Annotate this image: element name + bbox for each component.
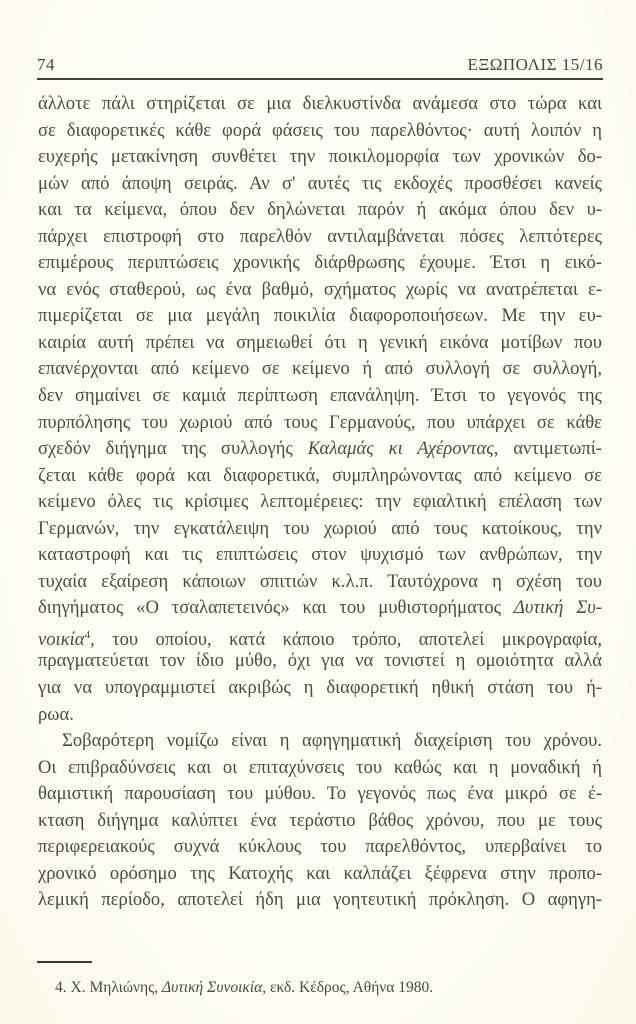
- text-run: Οι επιβραδύνσεις και οι επιταχύνσεις του καθώς και η μοναδική ή: [38, 756, 602, 778]
- body-line: [38, 648, 602, 675]
- footnote-reference: 4: [84, 628, 91, 641]
- body-line: [38, 887, 602, 914]
- body-line: [38, 808, 602, 835]
- text-run: Καλαμάς κι Αχέροντας: [307, 438, 494, 460]
- body-line: [38, 330, 602, 357]
- text-run: επιμέρους περιπτώσεις χρονικής διάρθρωσης έχουμε. Έτσι η εικό-: [38, 252, 602, 274]
- body-line: [38, 410, 602, 437]
- text-run: μών από άποψη σειράς. Αν σ' αυτές τις εκδοχές προσθέσει κανείς: [38, 172, 602, 194]
- text-run: λεμική περίοδο, αποτελεί ήδη μια γοητευτική πρόκληση. Ο αφηγη-: [38, 889, 602, 911]
- body-line: [38, 171, 602, 198]
- body-line: [38, 834, 602, 861]
- body-line: [38, 383, 602, 410]
- body-line: [38, 224, 602, 251]
- body-line: [38, 595, 602, 622]
- text-run: , αντιμετωπί-: [493, 438, 602, 460]
- body-line: [38, 303, 602, 330]
- text-run: διηγήματος «Ο τσαλαπετεινός» και του μυθιστορήματος: [38, 597, 514, 619]
- body-line: [38, 622, 602, 649]
- text-run: πυρπόλησης του χωριού από τους Γερμανούς, που υπάρχει σε κάθε: [38, 411, 602, 433]
- text-run: επανέρχονται από κείμενο σε κείμενο ή από συλλογή σε συλλογή,: [38, 358, 602, 380]
- body-line: [38, 755, 602, 782]
- journal-title: ΕΞΩΠΟΛΙΣ 15/16: [467, 55, 603, 74]
- body-line: [38, 542, 602, 569]
- body-line: [38, 436, 602, 463]
- body-line: [38, 569, 602, 596]
- body-text: [38, 91, 602, 914]
- body-line: [38, 702, 602, 729]
- text-run: Δυτική Συνοικία: [162, 979, 263, 996]
- text-run: πιμερίζεται σε μια μεγάλη ποικιλία διαφοροποιήσεων. Με την ευ-: [38, 305, 602, 327]
- body-line: [38, 118, 602, 145]
- footnote-separator-rule: [37, 961, 92, 963]
- body-line: [38, 781, 602, 808]
- footnote: [38, 977, 602, 998]
- text-run: και τα κείμενα, όπου δεν δηλώνεται παρόν ή ακόμα όπου δεν υ-: [38, 199, 602, 221]
- body-line: [38, 489, 602, 516]
- text-run: άλλοτε πάλι στηρίζεται σε μια διελκυστίνδα ανάμεσα στο τώρα και: [38, 93, 602, 114]
- text-run: νοικία: [38, 628, 85, 649]
- text-run: , εκδ. Κέδρος, Αθήνα 1980.: [262, 979, 434, 996]
- text-run: κείμενο όλες τις κρίσιμες λεπτομέρειες: την εφιαλτική επέλαση των: [38, 491, 602, 513]
- text-run: Γερμανών, την εγκατάλειψη του χωριού από τους κατοίκους, την: [38, 517, 602, 539]
- text-run: δεν σημαίνει σε καμιά περίπτωση επανάληψη. Έτσι το γεγονός της: [38, 385, 602, 407]
- body-line: [38, 675, 602, 702]
- body-line: [38, 197, 602, 224]
- text-run: Σοβαρότερη νομίζω είναι η αφηγηματική διαχείριση του χρόνου.: [62, 730, 602, 752]
- body-line: [38, 144, 602, 171]
- text-run: ζεται κάθε φορά και διαφορετικά, συμπληρώνοντας από κείμενο σε: [38, 464, 602, 486]
- text-run: Δυτική Συ-: [513, 597, 602, 619]
- text-run: , του οποίου, κατά κάποιο τρόπο, αποτελεί μικρογραφία,: [90, 628, 602, 649]
- body-line: [38, 463, 602, 490]
- text-run: ευχερής μετακίνηση συνθέτει την ποικιλομορφία των χρονικών δο-: [38, 146, 602, 168]
- text-run: πραγματεύεται τον ίδιο μύθο, όχι για να τονιστεί η ομοιότητα αλλά: [38, 650, 602, 672]
- page-number: 74: [37, 55, 55, 74]
- text-run: θαμιστική παρουσίαση του μύθου. Το γεγονός πως ένα μικρό σε έ-: [38, 783, 602, 805]
- text-run: σχεδόν διήγημα της συλλογής: [38, 438, 308, 460]
- body-line: [38, 277, 602, 304]
- body-line: [38, 250, 602, 277]
- text-run: 4. Χ. Μηλιώνης,: [55, 979, 163, 996]
- body-line: [38, 861, 602, 888]
- text-run: καταστροφή και τις επιπτώσεις στον ψυχισμό των ανθρώπων, την: [38, 544, 602, 566]
- body-line: [38, 516, 602, 543]
- body-line: [38, 91, 602, 118]
- body-line: [38, 728, 602, 755]
- text-run: ρωα.: [38, 703, 74, 725]
- text-run: περιφερειακούς συχνά κύκλους του παρελθόντος, υπερβαίνει το: [38, 836, 602, 858]
- text-run: για να υπογραμμιστεί ακριβώς η διαφορετική ηθική στάση του ή-: [38, 677, 602, 699]
- body-line: [38, 356, 602, 383]
- text-run: καιρία αυτή πρέπει να σημειωθεί ότι η γενική εικόνα μοτίβων που: [38, 331, 602, 353]
- text-run: πάρχει επιστροφή στο παρελθόν αντιλαμβάνεται πόσες λεπτότερες: [38, 225, 602, 247]
- text-run: τυχαία εξαίρεση κάποιων σπιτιών κ.λ.π. Ταυτόχρονα η σχέση του: [38, 570, 602, 592]
- running-header: [37, 55, 603, 80]
- text-run: κταση διήγημα καλύπτει ένα τεράστιο βάθος χρόνου, που με τους: [38, 809, 602, 831]
- text-run: να ενός σταθερού, ως ένα βαθμό, σχήματος χωρίς να ανατρέπεται ε-: [38, 278, 602, 300]
- text-run: χρονικό ορόσημο της Κατοχής και καλπάζει ξέφρενα στην προπο-: [38, 862, 602, 884]
- text-run: σε διαφορετικές κάθε φορά φάσεις του παρελθόντος· αυτή λοιπόν η: [38, 119, 602, 141]
